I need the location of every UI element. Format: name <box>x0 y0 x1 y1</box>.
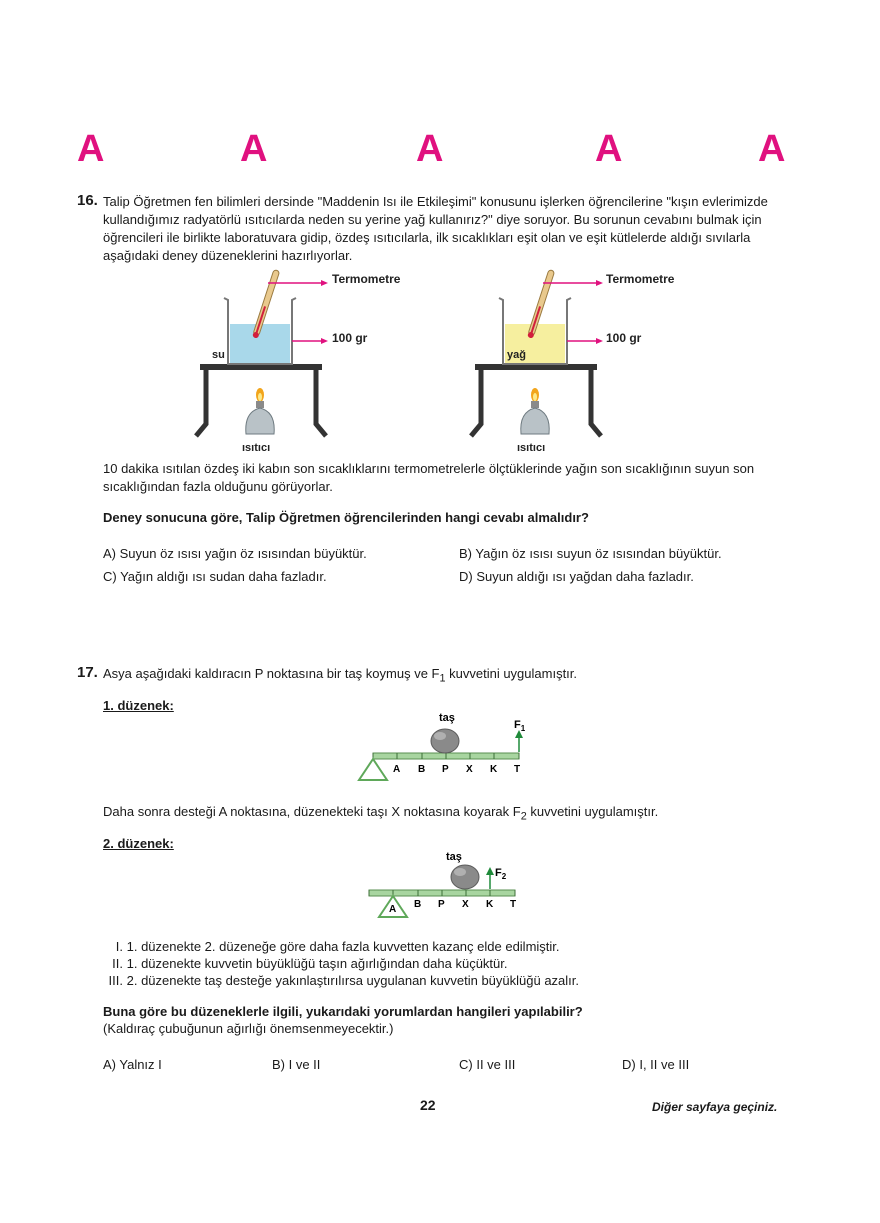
experiment-diagram <box>180 266 675 456</box>
mass-label-right: 100 gr <box>606 331 642 345</box>
lever-setup-2 <box>355 846 535 922</box>
point-label: B <box>414 899 422 910</box>
water-label: su <box>212 349 225 361</box>
q16-option-c[interactable]: C) Yağın aldığı ısı sudan daha fazladır. <box>103 569 327 584</box>
booklet-letter: A <box>77 128 105 170</box>
point-label: K <box>490 764 498 775</box>
stone-label-1: taş <box>439 712 455 724</box>
point-label: X <box>466 764 473 775</box>
question-17-middle: Daha sonra desteği A noktasına, düzenekteki taşı X noktasına koyarak $F_2$ kuvvetini uygulamıştır. <box>103 804 659 823</box>
question-17-number: 17. <box>77 664 98 681</box>
question-16-text: Talip Öğretmen fen bilimleri dersinde "Maddenin Isı ile Etkileşimi" konusunu işlerken öğrencilerine "kışın evlerimizde kullandığımız radyatörlü ısıtıcılarda neden su yerine yağ kullanırız?" diye soruyor. Bu sorunun cevabını bulmak için öğrencileri ile birlikte laboratuvara gidip, özdeş ısıtıcılarla, ilk sıcaklıkları eşit olan ve eşit kütlelerde aldığı sıvılarla aşağıdaki deney düzeneklerini hazırlıyorlar. <box>103 194 768 263</box>
point-label: X <box>462 899 469 910</box>
heater-label-right: ısıtıcı <box>517 442 546 454</box>
q16-option-d[interactable]: D) Suyun aldığı ısı yağdan daha fazladır. <box>459 569 694 584</box>
stone-1 <box>431 729 459 753</box>
thermometer-label-left: Termometre <box>332 272 401 286</box>
question-16-number: 16. <box>77 192 98 209</box>
q17-option-a[interactable]: A) Yalnız I <box>103 1057 162 1072</box>
mass-label-left: 100 gr <box>332 331 368 345</box>
oil-label: yağ <box>507 349 526 361</box>
stand-leg-right <box>316 370 326 436</box>
statement-ii: II. 1. düzenekte kuvvetin büyüklüğü taşın ağırlığından daha küçüktür. <box>112 956 508 971</box>
point-label: B <box>418 764 426 775</box>
stone-label-2: taş <box>446 851 462 863</box>
setup-1-title: 1. düzenek: <box>103 698 174 713</box>
statement-iii: III. 2. düzenekte taş desteğe yakınlaştırılırsa uygulanan kuvvetin büyüklüğü azalır. <box>108 973 580 988</box>
next-page-note: Diğer sayfaya geçiniz. <box>652 1100 778 1114</box>
q17-option-b[interactable]: B) I ve II <box>272 1057 321 1072</box>
booklet-letter: A <box>240 128 268 170</box>
page-number: 22 <box>420 1097 436 1113</box>
setup-oil <box>471 269 603 436</box>
question-17-intro: Asya aşağıdaki kaldıracın P noktasına bir taş koymuş ve $F_1$ kuvvetini uygulamıştır. <box>103 666 578 685</box>
fulcrum-1 <box>359 759 387 780</box>
question-17-note: (Kaldıraç çubuğunun ağırlığı önemsenmeyecektir.) <box>103 1021 394 1036</box>
heater-label-left: ısıtıcı <box>242 442 271 454</box>
question-16-prompt: Deney sonucuna göre, Talip Öğretmen öğrencilerinden hangi cevabı almalıdır? <box>103 510 589 525</box>
stone-2 <box>451 865 479 889</box>
q17-option-c[interactable]: C) II ve III <box>459 1057 516 1072</box>
thermometer-label-right: Termometre <box>606 272 675 286</box>
booklet-letter: A <box>758 128 786 170</box>
question-16-observation: 10 dakika ısıtılan özdeş iki kabın son sıcaklıklarını termometrelerle ölçtüklerinde yağın son sıcaklığının suyun son sıcaklığından fazla olduğunu görüyorlar. <box>103 461 755 494</box>
point-label: K <box>486 899 494 910</box>
question-17-prompt: Buna göre bu düzeneklerle ilgili, yukarıdaki yorumlardan hangileri yapılabilir? <box>103 1004 583 1019</box>
force-label-2: $F_2$ <box>495 867 507 881</box>
lever-setup-1 <box>355 708 535 786</box>
booklet-letter: A <box>416 128 444 170</box>
booklet-letter: A <box>595 128 623 170</box>
point-label: T <box>510 899 517 910</box>
force-label-1: $F_1$ <box>514 719 526 733</box>
point-label: P <box>442 764 449 775</box>
setup-2-title: 2. düzenek: <box>103 836 174 851</box>
q16-option-a[interactable]: A) Suyun öz ısısı yağın öz ısısından büyüktür. <box>103 546 367 561</box>
q17-option-d[interactable]: D) I, II ve III <box>622 1057 690 1072</box>
stand-leg-left <box>196 370 206 436</box>
point-label: A <box>389 904 397 915</box>
statement-i: I. 1. düzenekte 2. düzeneğe göre daha fazla kuvvetten kazanç elde edilmiştir. <box>115 939 560 954</box>
point-label: T <box>514 764 521 775</box>
q16-option-b[interactable]: B) Yağın öz ısısı suyun öz ısısından büyüktür. <box>459 546 722 561</box>
point-label: A <box>393 764 401 775</box>
point-label: P <box>438 899 445 910</box>
